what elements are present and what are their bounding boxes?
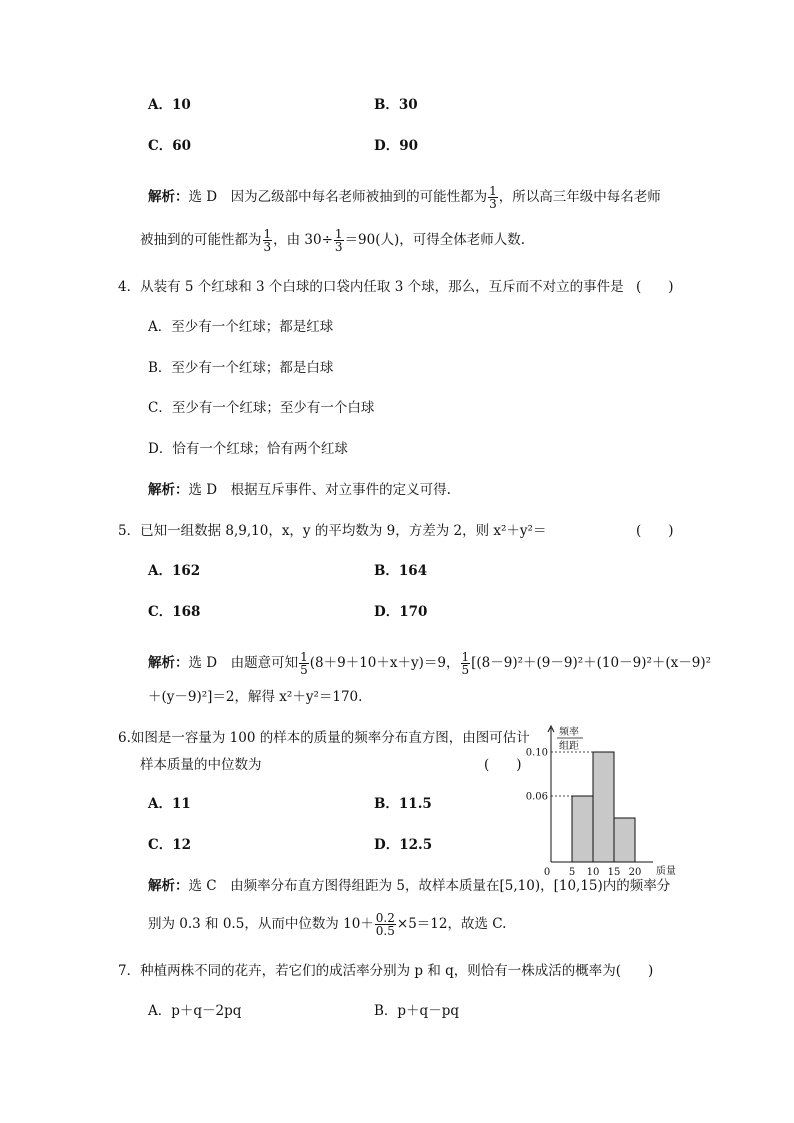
q5-answer-paren: ( )	[636, 523, 674, 539]
y-axis-label-numerator: 频率	[559, 727, 579, 738]
q5-solution-line1: 解析：选 D 由题意可知 $\frac{1}{5}$ (8＋9＋10＋x＋y)＝9， $\frac{1}{5}$ [(8－9)²＋(9－9)²＋(10－9)²＋(x－9)²	[148, 650, 712, 677]
solution-label: 解析：	[148, 189, 189, 205]
histogram-bar	[614, 818, 635, 862]
x-tick-label: 15	[607, 867, 621, 878]
q6-stem-line1: 6.如图是一容量为 100 的样本的质量的频率分布直方图，由图可估计	[118, 730, 530, 746]
q7-stem: 7．种植两株不同的花卉，若它们的成活率分别为 p 和 q，则恰有一株成活的概率为( )	[118, 963, 654, 979]
q7-option-b: B．p＋q－pq	[374, 1003, 459, 1019]
solution-label: 解析：	[148, 482, 189, 498]
histogram-bar	[593, 752, 614, 862]
y-tick-label: 0.10	[525, 747, 548, 759]
x-tick-label: 0	[543, 867, 551, 878]
x-tick-label: 5	[568, 867, 576, 878]
histogram-bar	[572, 796, 593, 862]
solution-label: 解析：	[148, 878, 189, 894]
q4-stem: 4．从装有 5 个红球和 3 个白球的口袋内任取 3 个球，那么，互斥而不对立的事件是	[118, 279, 624, 295]
q5-stem: 5．已知一组数据 8,9,10，x，y 的平均数为 9，方差为 2，则 x²＋y²＝	[118, 523, 547, 539]
q5-option-c: C．168	[148, 604, 201, 620]
y-axis-label-denominator: 组距	[559, 741, 579, 752]
frequency-histogram	[525, 722, 678, 878]
q6-option-b: B．11.5	[374, 796, 432, 812]
q7-option-a: A．p＋q－2pq	[148, 1003, 242, 1019]
q5-option-b: B．164	[374, 563, 428, 579]
x-tick-label: 10	[586, 867, 600, 878]
y-tick-label: 0.06	[525, 791, 548, 803]
q6-solution-line1: 解析：选 C 由频率分布直方图得组距为 5，故样本质量在[5,10)，[10,15)内的频率分	[148, 878, 671, 894]
q6-solution-line2: 别为 0.3 和 0.5，从而中位数为 10＋ $\frac{0.2}{0.5}$ ×5＝12，故选 C.	[148, 911, 507, 938]
q4-answer-paren: ( )	[636, 279, 674, 295]
q6-option-c: C．12	[148, 837, 192, 853]
q4-option-a: A．至少有一个红球；都是红球	[148, 319, 334, 335]
q5-option-a: A．162	[148, 563, 201, 579]
q4-option-b: B．至少有一个红球；都是白球	[148, 360, 334, 376]
q6-answer-paren: ( )	[484, 757, 522, 773]
fraction: $\frac{1}{5}$	[461, 650, 470, 677]
fraction: $\frac{0.2}{0.5}$	[375, 911, 395, 938]
solution-label: 解析：	[148, 655, 189, 671]
q3-option-a: A．10	[148, 97, 191, 113]
q3-option-b: B．30	[374, 97, 418, 113]
q4-option-c: C．至少有一个红球；至少有一个白球	[148, 400, 375, 416]
x-tick-label: 20	[628, 867, 642, 878]
q5-option-d: D．170	[374, 604, 428, 620]
q6-option-d: D．12.5	[374, 837, 433, 853]
fraction: $\frac{1}{3}$	[334, 227, 343, 254]
fraction: $\frac{1}{5}$	[300, 650, 308, 677]
q3-solution-line1: 解析：选 D 因为乙级部中每名老师被抽到的可能性都为 $\frac{1}{3}$ ，所以高三年级中每名老师	[148, 184, 661, 211]
q5-solution-line2: ＋(y－9)²]＝2，解得 x²＋y²＝170.	[148, 689, 363, 705]
fraction: $\frac{1}{3}$	[489, 184, 497, 211]
q4-option-d: D．恰有一个红球；恰有两个红球	[148, 441, 348, 457]
x-axis-label: 质量	[656, 866, 676, 877]
fraction: $\frac{1}{3}$	[263, 227, 272, 254]
q4-solution: 解析：选 D 根据互斥事件、对立事件的定义可得.	[148, 482, 451, 498]
q3-option-c: C．60	[148, 138, 192, 154]
q6-option-a: A．11	[148, 796, 191, 812]
q3-solution-line2: 被抽到的可能性都为 $\frac{1}{3}$ ，由 30÷ $\frac{1}{3}$ ＝90(人)，可得全体老师人数.	[140, 227, 526, 254]
q3-option-d: D．90	[374, 138, 418, 154]
q6-stem-line2: 样本质量的中位数为	[140, 757, 262, 773]
